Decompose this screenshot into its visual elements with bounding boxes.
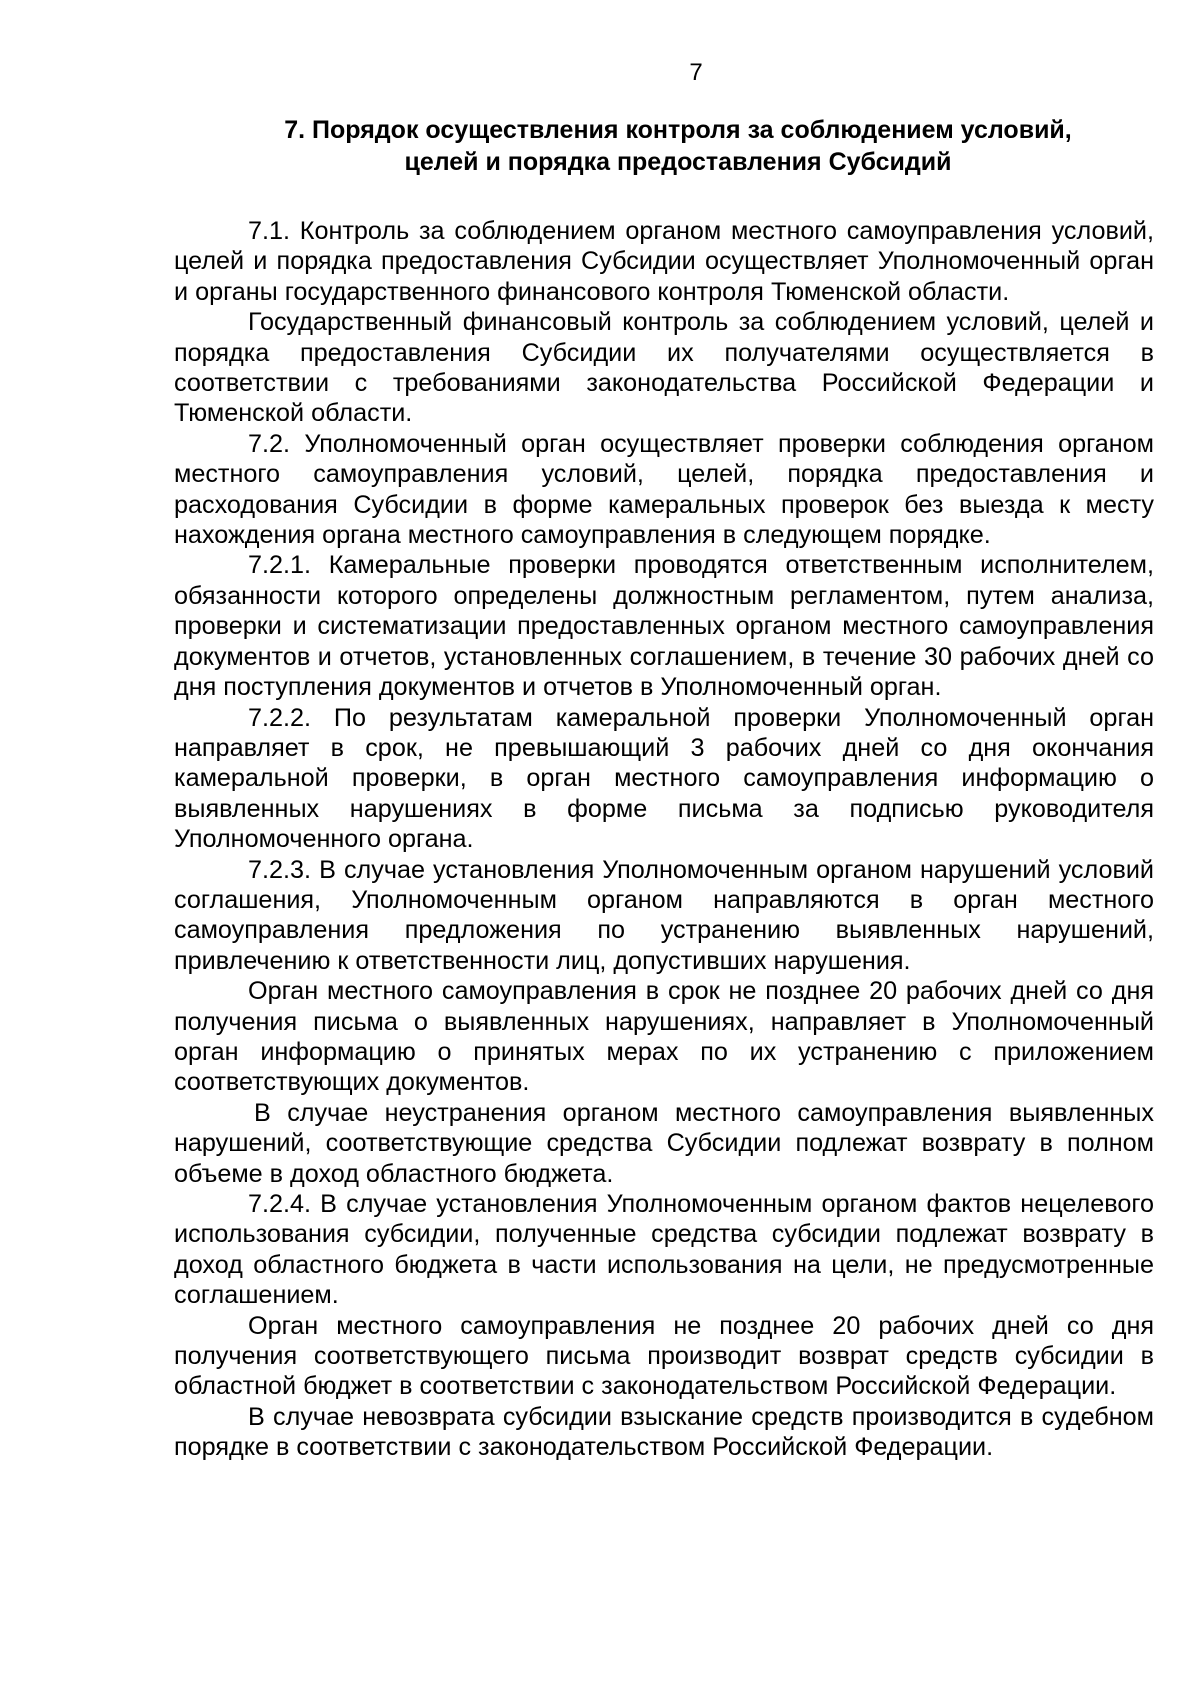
paragraph-7-2: 7.2. Уполномоченный орган осуществляет проверки соблюдения органом местного самоуправления условий, целей, порядка предоставления и расходования Субсидии в форме камеральных проверок без выезда к месту нахождения органа местного самоуправления в следующем порядке. xyxy=(174,429,1154,550)
document-body xyxy=(174,216,1154,1463)
paragraph-judicial-recovery: В случае невозврата субсидии взыскание средств производится в судебном порядке в соответствии с законодательством Российской Федерации. xyxy=(174,1402,1154,1462)
paragraph-refund: Орган местного самоуправления не позднее 20 рабочих дней со дня получения соответствующего письма производит возврат средств субсидии в областной бюджет в соответствии с законодательством Российской Федерации. xyxy=(174,1311,1154,1401)
paragraph-local-body-response: Орган местного самоуправления в срок не позднее 20 рабочих дней со дня получения письма о выявленных нарушениях, направляет в Уполномоченный орган информацию о принятых мерах по их устранению с приложением соответствующих документов. xyxy=(174,977,1154,1097)
section-heading-line-2: целей и порядка предоставления Субсидий xyxy=(404,148,952,176)
section-heading-line-1: 7. Порядок осуществления контроля за соблюдением условий, xyxy=(284,116,1072,144)
paragraph-7-2-4: 7.2.4. В случае установления Уполномоченным органом фактов нецелевого использования субсидии, полученные средства субсидии подлежат возврату в доход областного бюджета в части использования на цели, не предусмотренные соглашением. xyxy=(174,1190,1154,1310)
paragraph-state-control: Государственный финансовый контроль за соблюдением условий, целей и порядка предоставления Субсидии их получателями осуществляется в соответствии с требованиями законодательства Российской Федерации и Тюменской области. xyxy=(174,308,1154,428)
paragraph-7-2-2: 7.2.2. По результатам камеральной проверки Уполномоченный орган направляет в срок, не превышающий 3 рабочих дней со дня окончания камеральной проверки, в орган местного самоуправления информацию о выявленных нарушениях в форме письма за подписью руководителя Уполномоченного органа. xyxy=(174,703,1154,854)
paragraph-7-2-1: 7.2.1. Камеральные проверки проводятся ответственным исполнителем, обязанности которого определены должностным регламентом, путем анализа, проверки и систематизации предоставленных органом местного самоуправления документов и отчетов, установленных соглашением, в течение 30 рабочих дней со дня поступления документов и отчетов в Уполномоченный орган. xyxy=(174,551,1154,702)
paragraph-7-1: 7.1. Контроль за соблюдением органом местного самоуправления условий, целей и порядка предоставления Субсидии осуществляет Уполномоченный орган и органы государственного финансового контроля Тюменской области. xyxy=(174,217,1154,306)
section-heading xyxy=(178,114,1178,178)
paragraph-7-2-3: 7.2.3. В случае установления Уполномоченным органом нарушений условий соглашения, Уполномоченным органом направляются в орган местного самоуправления предложения по устранению выявленных нарушений, привлечению к ответственности лиц, допустивших нарушения. xyxy=(174,855,1154,975)
page-number: 7 xyxy=(689,59,703,86)
paragraph-non-elimination: В случае неустранения органом местного самоуправления выявленных нарушений, соответствующие средства Субсидии подлежат возврату в полном объеме в доход областного бюджета. xyxy=(174,1098,1154,1188)
